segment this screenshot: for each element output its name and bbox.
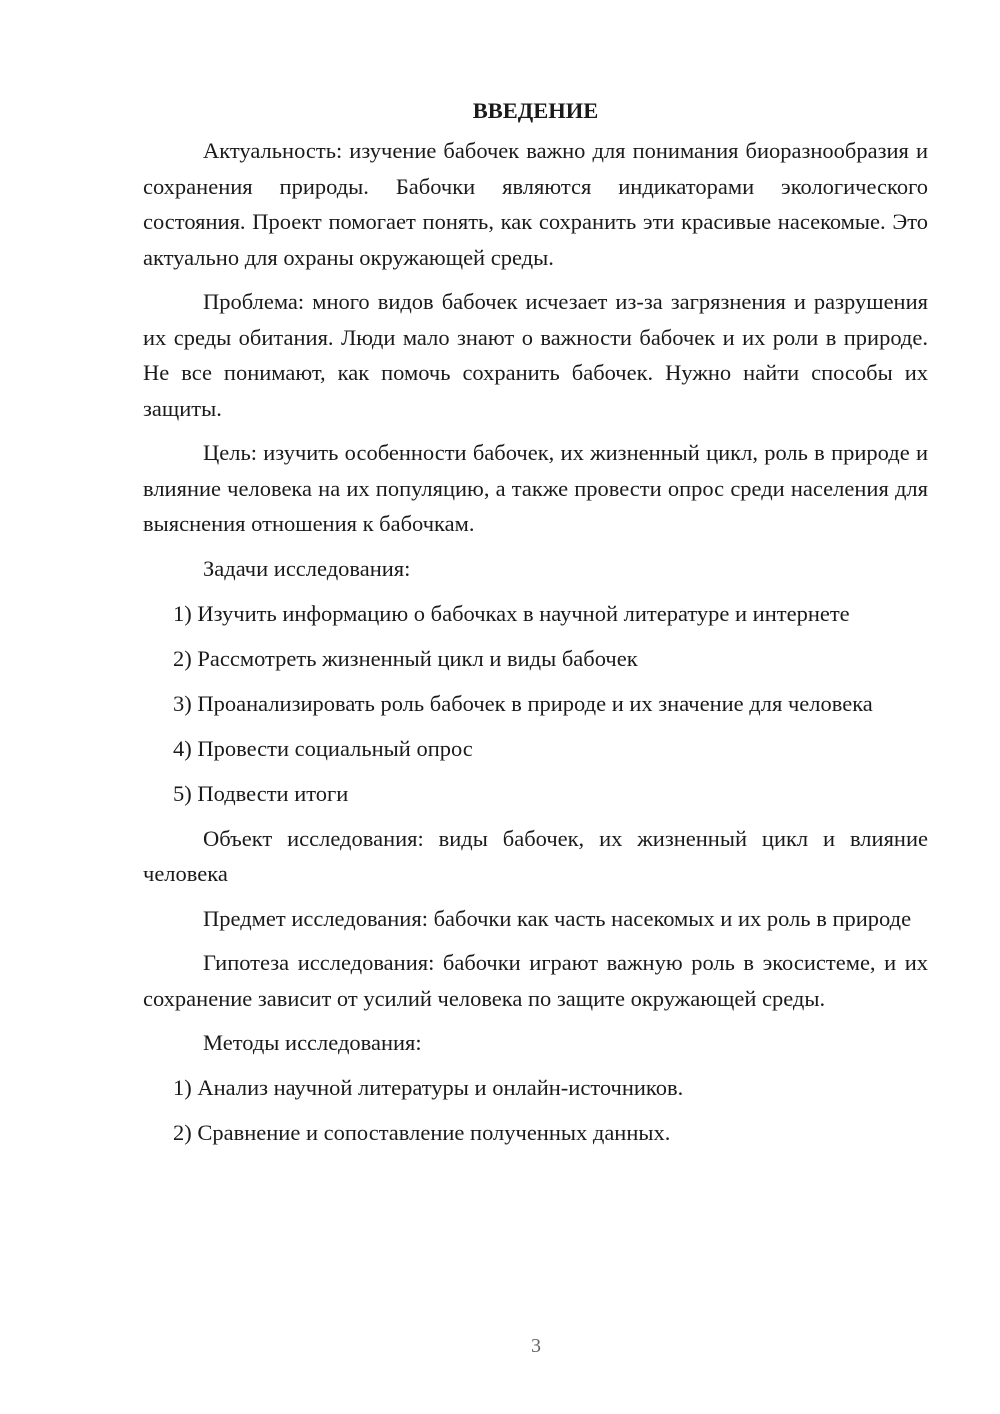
task-item: 1) Изучить информацию о бабочках в научной литературе и интернете: [173, 600, 850, 626]
method-item: 2) Сравнение и сопоставление полученных данных.: [173, 1120, 671, 1145]
method-item: 1) Анализ научной литературы и онлайн-источников.: [173, 1075, 684, 1100]
page-number: 3: [531, 1335, 541, 1357]
task-item: 5) Подвести итоги: [173, 780, 349, 806]
task-item: 4) Провести социальный опрос: [173, 735, 473, 761]
task-item: 2) Рассмотреть жизненный цикл и виды бабочек: [173, 645, 638, 671]
page-content: [143, 96, 928, 1160]
task-item: 3) Проанализировать роль бабочек в природе и их значение для человека: [173, 690, 873, 716]
goal-paragraph: Цель: изучить особенности бабочек, их жизненный цикл, роль в природе и влияние человека на их популяцию, а также провести опрос среди населения для выяснения отношения к бабочкам.: [143, 440, 928, 536]
subject-paragraph: Предмет исследования: бабочки как часть насекомых и их роль в природе: [203, 905, 912, 931]
hypothesis-paragraph: Гипотеза исследования: бабочки играют важную роль в экосистеме, и их сохранение зависит от усилий человека по защите окружающей среды.: [143, 950, 928, 1011]
object-paragraph: Объект исследования: виды бабочек, их жизненный цикл и влияние человека: [143, 825, 928, 886]
relevance-paragraph: Актуальность: изучение бабочек важно для понимания биоразнообразия и сохранения природы. Бабочки являются индикаторами экологического состояния. Проект помогает понять, как сохранить эти красивые насекомые. Это актуально для охраны окружающей среды.: [143, 138, 928, 270]
problem-paragraph: Проблема: много видов бабочек исчезает из-за загрязнения и разрушения их среды обитания. Люди мало знают о важности бабочек и их роли в природе. Не все понимают, как помочь сохранить бабочек. Нужно найти способы их защиты.: [143, 289, 928, 421]
methods-label: Методы исследования:: [203, 1030, 422, 1055]
tasks-label: Задачи исследования:: [203, 555, 411, 581]
page-title: ВВЕДЕНИЕ: [472, 98, 599, 123]
